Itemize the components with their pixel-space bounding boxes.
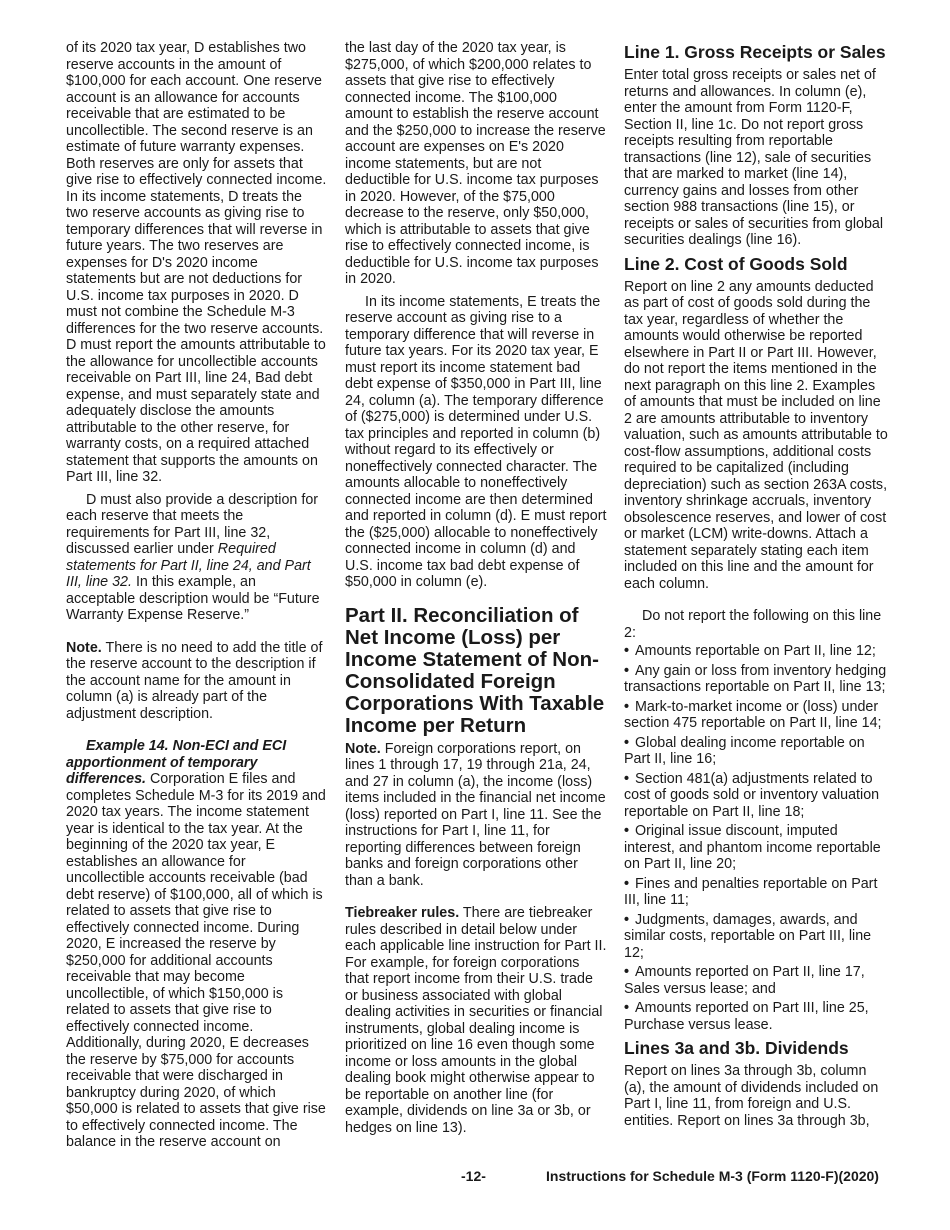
example-paragraph: Example 14. Non-ECI and ECI apportionment of temporary differences. Corporation E files and completes Schedule M-3 for its 2019 and 2020 tax years. The income statement year is identical to the tax year. At the beginning of the 2020 tax year, E establishes an allowance for uncollectible accounts receivable (bad debt reserve) of $100,000, all of which is related to assets that give rise to effectively connected income. During 2020, E increased the reserve by $250,000 for additional accounts receivable that may become uncollectible, of which $150,000 is related to assets that give rise to effectively connected income. Additionally, during 2020, E decreases the reserve by $75,000 for accounts receivable that were discharged in bankruptcy during 2020, of which $50,000 is related to assets that give rise to effectively connected income. The balance in the reserve account on (66, 738, 326, 1150)
line1-heading: Line 1. Gross Receipts or Sales (624, 42, 886, 62)
list-item: • Fines and penalties reportable on Part III, line 11; (624, 875, 878, 908)
document-title: Instructions for Schedule M-3 (Form 1120-F)(2020) (546, 1168, 879, 1184)
list-item: • Global dealing income reportable on Part II, line 16; (624, 734, 865, 767)
list-item: • Original issue discount, imputed interest, and phantom income reportable on Part II, line 20; (624, 823, 881, 872)
page-number: -12- (461, 1168, 486, 1184)
paragraph: Do not report the following on this line 2: (624, 608, 882, 641)
paragraph: Report on line 2 any amounts deducted as part of cost of goods sold during the tax year, regardless of whether the amounts would otherwise be reported elsewhere in Part II or Part III. However, do not report the items mentioned in the next paragraph on this line 2. Examples of amounts that must be included on line 2 are amounts attributable to inventory valuation, such as amounts attributable to cost-flow assumptions, additional costs required to be capitalized (including depreciation) such as section 263A costs, inventory shrinkage accruals, inventory obsolescence reserves, and lower of cost or market (LCM) write-downs. Attach a statement separately stating each item included on this line and the amount for each column. (624, 278, 888, 592)
note-paragraph: Note. Foreign corporations report, on lines 1 through 17, 19 through 21a, 24, and 27 in column (a), the income (loss) items included in the financial net income (loss) reported on Part I, line 11. See the instructions for Part I, line 11, for reporting differences between foreign banks and foreign corporations other than a bank. (345, 740, 606, 889)
tiebreaker-paragraph: Tiebreaker rules. There are tiebreaker rules described in detail below under each applicable line instruction for Part II. For example, for foreign corporations that report income from their U.S. trade or business associated with global dealing activities in securities or financial instruments, global dealing income is prioritized on line 16 even though some income or loss amounts in the global dealing book might otherwise appear to be reportable on another line (for example, dividends on line 3a or 3b, or hedges on line 13). (345, 905, 607, 1136)
list-item: • Amounts reported on Part III, line 25, Purchase versus lease. (624, 1000, 869, 1033)
column-left (66, 40, 328, 1151)
paragraph: the last day of the 2020 tax year, is $275,000, of which $200,000 relates to assets that give rise to effectively connected income. The $100,000 amount to establish the reserve account and the $250,000 to increase the reserve account are expenses on E's 2020 income statements, but are not deductible for U.S. income tax purposes in 2020. However, of the $75,000 decrease to the reserve, only $50,000, which is attributable to assets that give rise to effectively connected income, is deductible for U.S. income tax purposes in 2020. (345, 40, 606, 287)
paragraph: of its 2020 tax year, D establishes two reserve accounts in the amount of $100,000 for each account. One reserve account is an allowance for accounts receivable that are estimated to be uncollectible. The second reserve is an estimate of future warranty expenses. Both reserves are only for assets that give rise to effectively connected income. In its income statements, D treats the two reserve accounts as giving rise to temporary differences that will reverse in future years. The two reserves are expenses for D's 2020 income statements but are not deductions for U.S. income tax purposes in 2020. D must not combine the Schedule M-3 differences for the two reserve accounts. D must report the amounts attributable to the allowance for uncollectible accounts receivable on Part III, line 24, Bad debt expense, and must separately state and adequately disclose the amounts attributable to the other reserve, for warranty costs, on a required attached statement that supports the amounts on Part III, line 32. (66, 40, 327, 485)
list-item: • Mark-to-market income or (loss) under section 475 reportable on Part II, line 14; (624, 698, 882, 731)
paragraph: Report on lines 3a through 3b, column (a), the amount of dividends included on Part I, line 11, from foreign and U.S. entities. Report on lines 3a through 3b, (624, 1063, 879, 1129)
line3-heading: Lines 3a and 3b. Dividends (624, 1038, 849, 1058)
exclusion-list (624, 643, 889, 1033)
list-item: • Amounts reportable on Part II, line 12; (624, 643, 876, 659)
line2-heading: Line 2. Cost of Goods Sold (624, 253, 848, 274)
list-item: • Any gain or loss from inventory hedging transactions reportable on Part II, line 13; (624, 662, 887, 695)
section-heading: Part II. Reconciliation of Net Income (Loss) per Income Statement of Non-Consolidated Foreign Corporations With Taxable Income per Return (345, 603, 605, 737)
paragraph: In its income statements, E treats the reserve account as giving rise to a temporary difference that will reverse in future tax years. For its 2020 tax year, E must report its income statement bad debt expense of $350,000 in Part III, line 24, column (a). The temporary difference of ($275,000) is determined under U.S. tax principles and reported in column (b) without regard to its effectively or noneffectively connected character. The amounts allocable to noneffectively connected income are then determined and reported in column (d). E must report the ($25,000) allocable to noneffectively connected income in column (d) and U.S. income tax bad debt expense of $50,000 in column (e). (345, 293, 607, 590)
paragraph: D must also provide a description for each reserve that meets the requirements for Part III, line 32, discussed earlier under Required statements for Part II, line 24, and Part III, line 32. In this example, an acceptable description would be “Future Warranty Expense Reserve.” (66, 491, 320, 623)
paragraph: Enter total gross receipts or sales net of returns and allowances. In column (e), enter the amount from Form 1120-F, Section II, line 1c. Do not report gross receipts resulting from reportable transactions (line 12), sale of securities that are marked to market (line 14), currency gains and losses from other section 988 transactions (line 15), or receipts or sales of securities from global securities dealings (line 16). (624, 67, 884, 248)
column-right (624, 40, 889, 1129)
note-paragraph: Note. There is no need to add the title of the reserve account to the description if the account name for the amount in column (a) is already part of the adjustment description. (66, 639, 323, 722)
column-middle (345, 40, 607, 1136)
list-item: • Judgments, damages, awards, and similar costs, reportable on Part III, line 12; (624, 911, 872, 961)
list-item: • Amounts reported on Part II, line 17, Sales versus lease; and (624, 964, 865, 997)
list-item: • Section 481(a) adjustments related to cost of goods sold or inventory valuation reportable on Part II, line 18; (624, 770, 880, 820)
